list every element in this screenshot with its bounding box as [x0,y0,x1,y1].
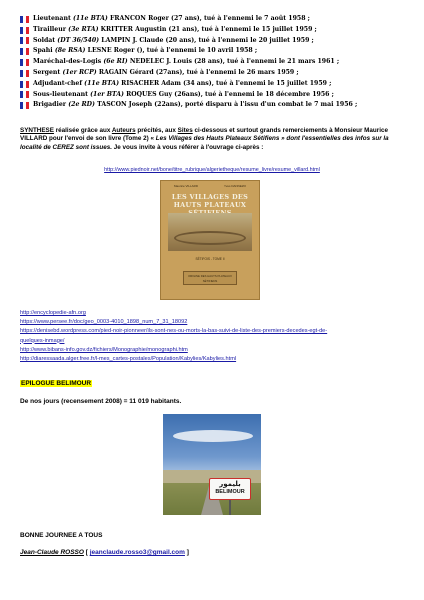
french-flag-icon [20,59,29,66]
book-cover-title: LES VILLAGES DES HAUTS PLATEAUX [171,193,249,209]
book-summary-line [0,167,424,173]
casualty-unit: (11e BTA) [72,15,108,22]
casualty-rank: Adjudant-chef [33,79,82,87]
casualty-details: LAMPIN J. Claude (20 ans), tué à l'ennemi le 20 juillet 1959 ; [101,36,314,44]
book-cover-image [160,180,260,300]
book-title-text: Les Villages des Hauts Plateaux Sétifiens [155,135,280,143]
belimour-sign-photo [163,414,261,515]
author-name: Jean-Claude ROSSO [20,549,84,556]
french-flag-icon [20,91,29,98]
casualty-unit: (1er BTA) [90,90,124,98]
casualty-row [20,36,410,47]
casualty-details: KRITTER Augustin (21 ans), tué à l'ennemi le 15 juillet 1959 ; [100,25,317,33]
french-flag-icon [20,81,29,88]
source-link[interactable]: https://www.persee.fr/doc/geo_0003-4010_1898_num_7_31_18092 [20,319,188,326]
town-sign [209,478,251,500]
book-author: Yves DANNEZO [223,184,246,188]
casualty-details: NEDELEC J. Louis (28 ans), tué à l'ennemi le 21 mars 1961 ; [129,58,340,66]
casualty-row [20,25,410,36]
closing-text: BONNE JOURNEE A TOUS [20,532,103,539]
casualty-row [20,100,410,111]
book-summary-link[interactable]: http://www.piednoir.net/bone/titre_rubrique/algerietheque/resume_livre/resume_villard.html [104,167,320,173]
casualty-list [20,14,410,111]
casualty-details: RISACHER Adam (34 ans), tué à l'ennemi le 15 juillet 1959 ; [121,79,332,87]
casualty-row [20,57,410,68]
synthese-label: SYNTHESE [20,127,54,134]
casualty-row [20,68,410,79]
source-links [20,309,415,364]
source-link[interactable]: quelques-inmage/ [20,337,65,344]
casualty-unit: (8e RSA) [54,47,86,55]
casualty-unit: (1er RCP) [62,68,97,76]
casualty-details: ROQUES Guy (26ans), tué à l'ennemi le 18 décembre 1956 ; [126,90,334,98]
casualty-unit: (11e BTA) [84,79,120,87]
book-cover-subtitle: ORIGINE DES HAUTS PLATEAUX SÉTIFIENS [183,271,237,285]
casualty-rank: Brigadier [33,101,67,109]
book-author: Maurice VILLARD [173,184,198,188]
casualty-unit: (3e RTA) [68,25,99,33]
casualty-rank: Tirailleur [33,25,66,33]
french-flag-icon [20,27,29,34]
casualty-rank: Sous-lieutenant [33,90,88,98]
synthese-paragraph: SYNTHESE réalisée grâce aux Auteurs précités, aux Sites ci-dessous et surtout grands remerciements à Monsieur Maurice VILLARD pour l'envoi de son livre (Tome 2) « Les Villages des Hauts Plateaux Sétifiens » dont l'essentielles des infos sur la localité de CEREZ sont issues. Je vous invite à vous référer à l'ouvrage ci-après : [20,127,389,151]
casualty-rank: Soldat [33,36,56,44]
auteurs-link[interactable]: Auteurs [111,127,136,134]
casualty-rank: Lieutenant [33,15,71,22]
casualty-row [20,46,410,57]
signature: Jean-Claude ROSSO [ jeanclaude.rosso3@gmail.com ] [20,549,189,556]
casualty-rank: Spahi [33,47,53,55]
sites-link[interactable]: Sites [177,127,193,134]
casualty-details: TASCON Joseph (22ans), porté disparu à l'issu d'un combat le 7 mai 1956 ; [97,101,358,109]
book-cover-tome: SÉTIFOIS - TOME II [195,257,225,261]
source-link[interactable]: http://encyclopedie-afn.org [20,310,86,316]
casualty-rank: Maréchal-des-Logis [33,58,102,66]
author-email-link[interactable]: jeanclaude.rosso3@gmail.com [89,549,185,556]
french-flag-icon [20,102,29,109]
source-link[interactable]: http://diaressaada.alger.free.fr/l-mes_cartes-postales/Population/Kabylies/Kabylies.html [20,356,237,363]
source-link[interactable]: https://denisebd.wordpress.com/pied-noir-pionneer/ils-sont-nes-ou-morts-la-bas-suivi-de-liste-des-premiers-decedes-egt-de- [20,328,328,335]
sign-arabic-text: بليمور [219,480,241,488]
source-link[interactable]: http://www.bibans-info.gov.dz/fichiers/Monographie/monographi.htm [20,346,188,353]
book-cover-photo [168,213,252,251]
casualty-unit: (DT 36/540) [57,36,100,44]
french-flag-icon [20,48,29,55]
sign-latin-text: BELIMOUR [215,489,245,495]
french-flag-icon [20,37,29,44]
french-flag-icon [20,16,29,23]
casualty-row [20,79,410,90]
casualty-unit: (6e RI) [103,58,128,66]
casualty-rank: Sergent [33,68,61,76]
casualty-details: LESNE Roger (), tué à l'ennemi le 10 avril 1958 ; [87,47,258,55]
casualty-details: FRANCON Roger (27 ans), tué à l'ennemi le 7 août 1958 ; [109,15,310,22]
casualty-row [20,14,410,25]
casualty-row [20,90,410,101]
french-flag-icon [20,70,29,77]
casualty-unit: (2e RD) [68,101,95,109]
casualty-details: RAGAIN Gérard (27ans), tué à l'ennemi le 26 mars 1959 ; [98,68,299,76]
epilogue-heading: EPILOGUE BELIMOUR [21,380,92,387]
population-text: De nos jours (recensement 2008) = 11 019 habitants. [20,398,182,405]
